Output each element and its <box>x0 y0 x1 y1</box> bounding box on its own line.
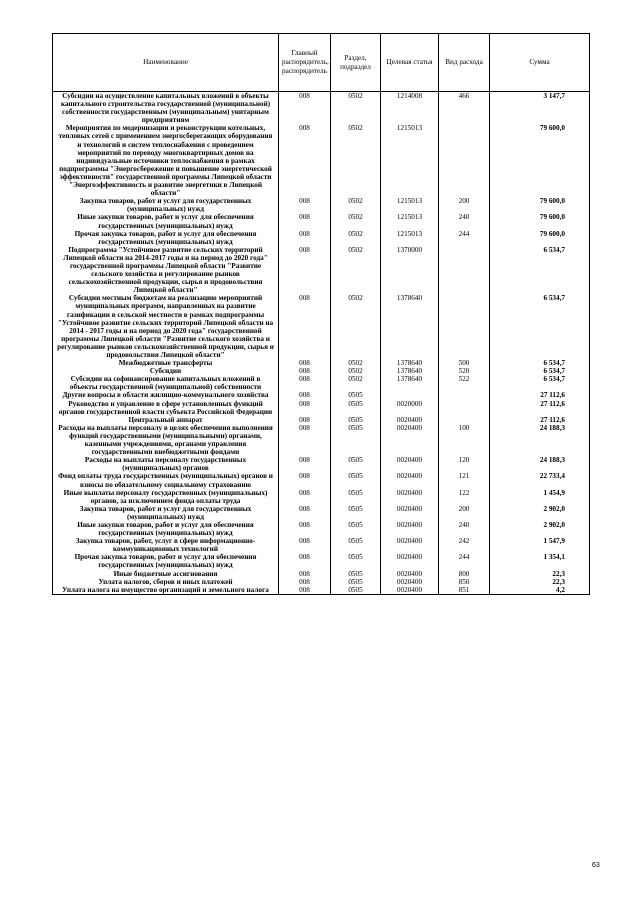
cell-section: 0505 <box>331 586 381 595</box>
cell-sum: 22,3 <box>490 578 590 586</box>
cell-section: 0502 <box>331 124 381 197</box>
cell-name: Иные закупки товаров, работ и услуг для обеспечения государственных (муниципальных) нужд <box>53 213 279 229</box>
cell-main-distributor: 008 <box>279 586 331 595</box>
cell-expense-type: 121 <box>439 472 490 488</box>
header-expense-type: Вид расхода <box>439 34 490 92</box>
cell-expense-type <box>439 294 490 359</box>
cell-target-article: 1215013 <box>381 230 439 246</box>
table-row <box>53 400 590 416</box>
table-body <box>53 92 590 595</box>
table-row <box>53 124 590 197</box>
cell-name: Закупка товаров, работ и услуг для государственных (муниципальных) нужд <box>53 197 279 213</box>
cell-section: 0505 <box>331 553 381 569</box>
cell-sum: 6 534,7 <box>490 294 590 359</box>
cell-main-distributor: 008 <box>279 521 331 537</box>
cell-section: 0505 <box>331 570 381 578</box>
cell-target-article: 1378640 <box>381 294 439 359</box>
cell-expense-type: 240 <box>439 213 490 229</box>
cell-name: Центральный аппарат <box>53 416 279 424</box>
cell-section: 0502 <box>331 375 381 391</box>
budget-table <box>52 33 590 595</box>
cell-target-article: 0020400 <box>381 416 439 424</box>
cell-main-distributor: 008 <box>279 375 331 391</box>
cell-section: 0505 <box>331 505 381 521</box>
cell-main-distributor: 008 <box>279 367 331 375</box>
cell-sum: 22,3 <box>490 570 590 578</box>
cell-expense-type <box>439 400 490 416</box>
cell-target-article: 1215013 <box>381 213 439 229</box>
cell-section: 0502 <box>331 197 381 213</box>
cell-name: Другие вопросы в области жилищно-коммунального хозяйства <box>53 391 279 399</box>
cell-expense-type <box>439 124 490 197</box>
cell-sum: 1 547,9 <box>490 537 590 553</box>
table-row <box>53 472 590 488</box>
cell-target-article: 0020400 <box>381 489 439 505</box>
cell-name: Субсидии на осуществление капитальных вложений в объекты капитального строительства государственной (муниципальной) собственности государственным (муниципальным) унитарным предприятиям <box>53 92 279 125</box>
cell-main-distributor: 008 <box>279 505 331 521</box>
header-main-distributor: Главный распорядитель, распорядитель <box>279 34 331 92</box>
cell-expense-type: 122 <box>439 489 490 505</box>
cell-name: Руководство и управление в сфере установленных функций органов государственной власти субъекта Российской Федерации <box>53 400 279 416</box>
cell-target-article: 0020400 <box>381 537 439 553</box>
cell-target-article: 1214008 <box>381 92 439 125</box>
cell-main-distributor: 008 <box>279 570 331 578</box>
cell-section: 0505 <box>331 456 381 472</box>
cell-expense-type: 242 <box>439 537 490 553</box>
cell-main-distributor: 008 <box>279 424 331 456</box>
cell-section: 0505 <box>331 424 381 456</box>
cell-expense-type: 850 <box>439 578 490 586</box>
cell-name: Межбюджетные трансферты <box>53 359 279 367</box>
table-row <box>53 505 590 521</box>
table-row <box>53 246 590 295</box>
header-sum: Сумма <box>490 34 590 92</box>
cell-section: 0502 <box>331 213 381 229</box>
cell-section: 0505 <box>331 489 381 505</box>
cell-section: 0502 <box>331 359 381 367</box>
cell-name: Расходы на выплаты персоналу в целях обеспечения выполнения функций государственными (муниципальными) органами, казенными учреждениями, органами управления государственными внебюджетными фондами <box>53 424 279 456</box>
cell-name: Расходы на выплаты персоналу государственных (муниципальных) органов <box>53 456 279 472</box>
cell-main-distributor: 008 <box>279 489 331 505</box>
cell-expense-type: 500 <box>439 359 490 367</box>
cell-name: Фонд оплаты труда государственных (муниципальных) органов и взносы по обязательному социальному страхованию <box>53 472 279 488</box>
table-row <box>53 578 590 586</box>
cell-target-article: 1215013 <box>381 197 439 213</box>
cell-section: 0505 <box>331 521 381 537</box>
cell-sum: 27 112,6 <box>490 391 590 399</box>
cell-name: Закупка товаров, работ, услуг в сфере информационно-коммуникационных технологий <box>53 537 279 553</box>
cell-target-article: 0020400 <box>381 578 439 586</box>
cell-target-article: 0020400 <box>381 424 439 456</box>
cell-sum: 6 534,7 <box>490 367 590 375</box>
cell-expense-type <box>439 391 490 399</box>
cell-target-article: 0020400 <box>381 586 439 595</box>
cell-section: 0502 <box>331 367 381 375</box>
cell-target-article: 1378640 <box>381 375 439 391</box>
cell-name: Уплата налога на имущество организаций и земельного налога <box>53 586 279 595</box>
cell-expense-type: 200 <box>439 505 490 521</box>
cell-section: 0505 <box>331 400 381 416</box>
cell-sum: 27 112,6 <box>490 416 590 424</box>
cell-section: 0505 <box>331 578 381 586</box>
cell-name: Иные бюджетные ассигнования <box>53 570 279 578</box>
cell-main-distributor: 008 <box>279 230 331 246</box>
table-row <box>53 294 590 359</box>
cell-sum: 6 534,7 <box>490 359 590 367</box>
header-section: Раздел, подраздел <box>331 34 381 92</box>
cell-expense-type: 100 <box>439 424 490 456</box>
table-row <box>53 359 590 367</box>
cell-expense-type: 466 <box>439 92 490 125</box>
cell-main-distributor: 008 <box>279 92 331 125</box>
cell-name: Иные выплаты персоналу государственных (муниципальных) органов, за исключением фонда оплаты труда <box>53 489 279 505</box>
table-row <box>53 375 590 391</box>
cell-section: 0502 <box>331 246 381 295</box>
cell-target-article: 0020400 <box>381 570 439 578</box>
cell-main-distributor: 008 <box>279 553 331 569</box>
cell-main-distributor: 008 <box>279 197 331 213</box>
cell-sum: 79 600,0 <box>490 213 590 229</box>
cell-main-distributor: 008 <box>279 537 331 553</box>
cell-sum: 6 534,7 <box>490 246 590 295</box>
cell-main-distributor: 008 <box>279 416 331 424</box>
header-name: Наименование <box>53 34 279 92</box>
cell-target-article: 1215013 <box>381 124 439 197</box>
cell-target-article: 1378640 <box>381 359 439 367</box>
cell-name: Прочая закупка товаров, работ и услуг для обеспечения государственных (муниципальных) нужд <box>53 553 279 569</box>
cell-target-article: 0020400 <box>381 521 439 537</box>
page-number: 63 <box>592 862 600 869</box>
cell-expense-type: 200 <box>439 197 490 213</box>
cell-main-distributor: 008 <box>279 246 331 295</box>
cell-section: 0502 <box>331 294 381 359</box>
cell-sum: 4,2 <box>490 586 590 595</box>
cell-target-article: 1370000 <box>381 246 439 295</box>
table-row <box>53 570 590 578</box>
cell-name: Иные закупки товаров, работ и услуг для обеспечения государственных (муниципальных) нужд <box>53 521 279 537</box>
cell-sum: 3 147,7 <box>490 92 590 125</box>
cell-section: 0502 <box>331 92 381 125</box>
cell-sum: 79 600,0 <box>490 230 590 246</box>
table-row <box>53 367 590 375</box>
cell-section: 0505 <box>331 472 381 488</box>
cell-expense-type: 851 <box>439 586 490 595</box>
cell-target-article: 0020000 <box>381 400 439 416</box>
table-row <box>53 92 590 125</box>
cell-main-distributor: 008 <box>279 391 331 399</box>
cell-sum: 2 902,0 <box>490 521 590 537</box>
cell-target-article: 0020400 <box>381 472 439 488</box>
cell-main-distributor: 008 <box>279 294 331 359</box>
cell-section: 0502 <box>331 230 381 246</box>
table-header-row <box>53 34 590 92</box>
cell-sum: 79 600,0 <box>490 197 590 213</box>
cell-sum: 24 188,3 <box>490 424 590 456</box>
table-row <box>53 489 590 505</box>
cell-name: Субсидии местным бюджетам на реализацию мероприятий муниципальных программ, направленных на развитие газификации в сельской местности в рамках подпрограммы "Устойчивое развитие сельских территорий Липецкой области на 2014 - 2017 годы и на период до 2020 года" государственной программы Липецкой области "Развитие сельского хозяйства и регулирование рынков сельскохозяйственной продукции, сырья и продовольствия Липецкой области" <box>53 294 279 359</box>
cell-expense-type: 522 <box>439 375 490 391</box>
cell-expense-type: 244 <box>439 553 490 569</box>
table-row <box>53 197 590 213</box>
cell-target-article <box>381 391 439 399</box>
cell-section: 0505 <box>331 537 381 553</box>
cell-main-distributor: 008 <box>279 124 331 197</box>
cell-main-distributor: 008 <box>279 456 331 472</box>
cell-main-distributor: 008 <box>279 400 331 416</box>
cell-target-article: 1378640 <box>381 367 439 375</box>
cell-section: 0505 <box>331 416 381 424</box>
cell-name: Субсидии <box>53 367 279 375</box>
table-row <box>53 553 590 569</box>
budget-table-sheet <box>52 33 589 595</box>
cell-expense-type: 120 <box>439 456 490 472</box>
cell-main-distributor: 008 <box>279 213 331 229</box>
table-row <box>53 230 590 246</box>
table-row <box>53 521 590 537</box>
cell-main-distributor: 008 <box>279 359 331 367</box>
cell-expense-type: 240 <box>439 521 490 537</box>
cell-sum: 1 454,9 <box>490 489 590 505</box>
cell-name: Субсидии на софинансирование капитальных вложений в объекты государственной (муниципальной) собственности <box>53 375 279 391</box>
cell-sum: 2 902,0 <box>490 505 590 521</box>
cell-expense-type <box>439 416 490 424</box>
cell-target-article: 0020400 <box>381 553 439 569</box>
table-row <box>53 456 590 472</box>
cell-name: Уплата налогов, сборов и иных платежей <box>53 578 279 586</box>
cell-name: Подпрограмма "Устойчивое развитие сельских территорий Липецкой области на 2014-2017 годы и на период до 2020 года" государственной программы Липецкой области "Развитие сельского хозяйства и регулирование рынков сельскохозяйственной продукции, сырья и продовольствия Липецкой области" <box>53 246 279 295</box>
table-row <box>53 586 590 595</box>
cell-name: Мероприятия по модернизации и реконструкции котельных, тепловых сетей с применением энергосберегающих оборудования и технологий и систем теплоснабжения с проведением мероприятий по переводу многоквартирных домов на индивидуальные источники теплоснабжения в рамках подпрограммы "Энергосбережение и повышение энергетической эффективности" государственной программы Липецкой области "Энергоэффективность и развитие энергетики в Липецкой области" <box>53 124 279 197</box>
cell-main-distributor: 008 <box>279 472 331 488</box>
cell-sum: 6 534,7 <box>490 375 590 391</box>
header-target-article: Целевая статья <box>381 34 439 92</box>
cell-expense-type: 520 <box>439 367 490 375</box>
cell-expense-type <box>439 246 490 295</box>
cell-name: Прочая закупка товаров, работ и услуг для обеспечения государственных (муниципальных) нужд <box>53 230 279 246</box>
cell-name: Закупка товаров, работ и услуг для государственных (муниципальных) нужд <box>53 505 279 521</box>
table-row <box>53 213 590 229</box>
cell-sum: 79 600,0 <box>490 124 590 197</box>
table-row <box>53 537 590 553</box>
cell-target-article: 0020400 <box>381 505 439 521</box>
cell-sum: 1 354,1 <box>490 553 590 569</box>
cell-sum: 22 733,4 <box>490 472 590 488</box>
cell-target-article: 0020400 <box>381 456 439 472</box>
table-row <box>53 391 590 399</box>
table-row <box>53 416 590 424</box>
cell-sum: 27 112,6 <box>490 400 590 416</box>
cell-expense-type: 800 <box>439 570 490 578</box>
table-row <box>53 424 590 456</box>
cell-main-distributor: 008 <box>279 578 331 586</box>
cell-section: 0505 <box>331 391 381 399</box>
cell-sum: 24 188,3 <box>490 456 590 472</box>
cell-expense-type: 244 <box>439 230 490 246</box>
